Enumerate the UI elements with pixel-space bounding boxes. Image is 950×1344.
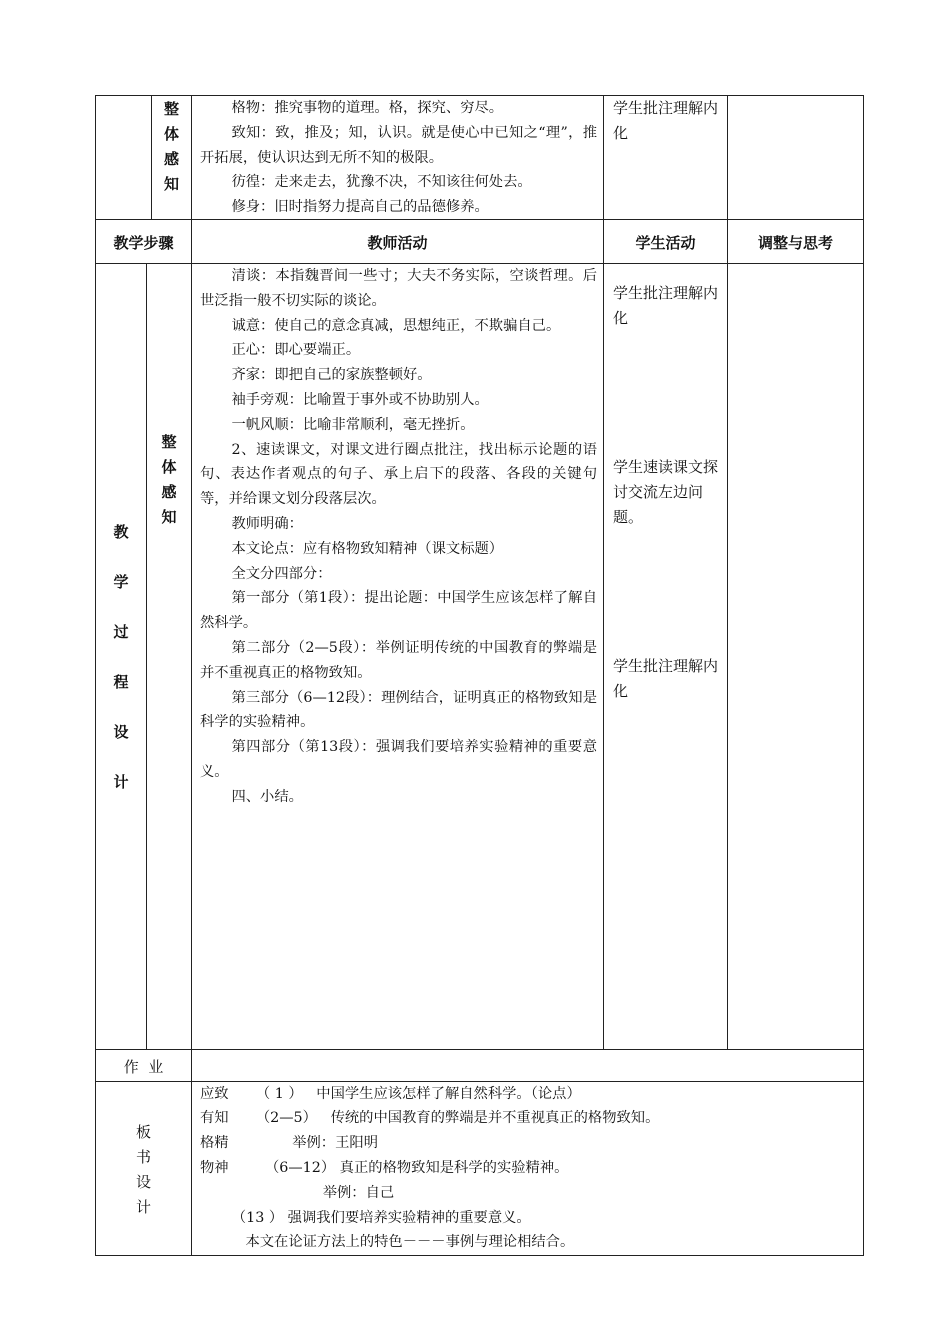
top-side-label — [152, 97, 191, 197]
label-char: 计 — [113, 773, 129, 791]
label-char: 书 — [135, 1148, 151, 1166]
definition-line: 致知：致，推及；知，认识。就是使心中已知之“理”，推开拓展，使认识达到无所不知的极限。 — [200, 124, 597, 166]
board-line: 格精 举例：王阳明 — [200, 1135, 378, 1151]
label-char: 知 — [161, 508, 177, 526]
content-line: 诚意：使自己的意念真减，思想纯正，不欺骗自己。 — [231, 317, 561, 334]
label-char: 板 — [135, 1123, 151, 1141]
label-char: 计 — [135, 1198, 151, 1216]
student-activity-1: 学生批注理解内化 — [613, 284, 719, 327]
board-line: 举例：自己 — [200, 1185, 395, 1201]
board-line: 物神 （6—12） 真正的格物致知是科学的实验精神。 — [200, 1160, 569, 1176]
inner-side-label — [147, 430, 191, 530]
board-line: 有知 （2—5） 传统的中国教育的弊端是并不重视真正的格物致知。 — [200, 1110, 660, 1126]
header-steps: 教学步骤 — [113, 234, 174, 252]
row-line-bottom — [95, 1255, 864, 1256]
label-char: 体 — [163, 125, 179, 143]
label-char: 整 — [161, 433, 177, 451]
student-activity-2: 学生速读课文探讨交流左边问题。 — [613, 458, 719, 526]
board-label — [96, 1120, 191, 1220]
label-char: 教 — [113, 523, 129, 541]
definition-line: 修身：旧时指努力提高自己的品德修养。 — [231, 199, 489, 216]
content-line: 全文分四部分： — [231, 565, 332, 582]
label-char: 体 — [161, 458, 177, 476]
content-line: 四、小结。 — [231, 788, 303, 805]
content-line: 第一部分（第1段）：提出论题：中国学生应该怎样了解自然科学。 — [200, 590, 597, 632]
col-line-inner-label — [146, 263, 147, 1049]
label-char: 知 — [163, 175, 179, 193]
board-line: 本文在论证方法上的特色－－－事例与理论相结合。 — [200, 1234, 575, 1250]
label-char: 感 — [163, 150, 179, 168]
label-char: 学 — [113, 573, 129, 591]
col-line-right — [863, 95, 864, 1256]
col-line-steps — [191, 95, 192, 1256]
label-char: 过 — [113, 623, 129, 641]
definition-line: 格物：推究事物的道理。格，探究、穷尽。 — [231, 100, 504, 116]
content-line: 本文论点：应有格物致知精神（课文标题） — [231, 540, 504, 557]
header-student: 学生活动 — [635, 234, 696, 252]
header-teacher: 教师活动 — [367, 234, 428, 252]
main-teacher-content — [200, 264, 597, 810]
content-line: 2、速读课文，对课文进行圈点批注，找出标示论题的语句、表达作者观点的句子、承上启下的段落、各段的关键句等，并给课文划分段落层次。 — [200, 441, 597, 508]
board-line: 应致 （ 1 ） 中国学生应该怎样了解自然科学。（论点） — [200, 1086, 581, 1102]
content-line: 第三部分（6—12段）：理例结合，证明真正的格物致知是科学的实验精神。 — [200, 689, 597, 731]
top-teacher-content — [200, 96, 597, 220]
content-line: 第二部分（2—5段）：举例证明传统的中国教育的弊端是并不重视真正的格物致知。 — [200, 639, 597, 681]
content-line: 正心：即心要端正。 — [231, 342, 361, 359]
content-line: 第四部分（第13段）：强调我们要培养实验精神的重要意义。 — [200, 739, 597, 780]
top-student-activity: 学生批注理解内化 — [613, 99, 719, 142]
content-line: 袖手旁观：比喻置于事外或不协助别人。 — [231, 391, 489, 408]
board-line: （13 ） 强调我们要培养实验精神的重要意义。 — [200, 1210, 531, 1226]
label-char: 感 — [161, 483, 177, 501]
homework-label: 作 业 — [123, 1058, 164, 1076]
row-line-homework-top — [95, 1049, 864, 1050]
content-line: 教师明确： — [231, 515, 303, 532]
label-char: 程 — [113, 673, 129, 691]
header-adjust: 调整与思考 — [757, 234, 833, 252]
label-char: 整 — [163, 100, 179, 118]
content-line: 一帆风顺：比喻非常顺利，毫无挫折。 — [231, 416, 475, 433]
definition-line: 彷徨：走来走去，犹豫不决，不知该往何处去。 — [231, 174, 532, 191]
label-char: 设 — [135, 1173, 151, 1191]
student-activity-3: 学生批注理解内化 — [613, 657, 719, 700]
outer-side-label — [96, 507, 146, 807]
content-line: 清谈：本指魏晋间一些寸；大夫不务实际，空谈哲理。后世泛指一般不切实际的谈论。 — [200, 268, 597, 309]
content-line: 齐家：即把自己的家族整顿好。 — [231, 367, 432, 384]
label-char: 设 — [113, 723, 129, 741]
